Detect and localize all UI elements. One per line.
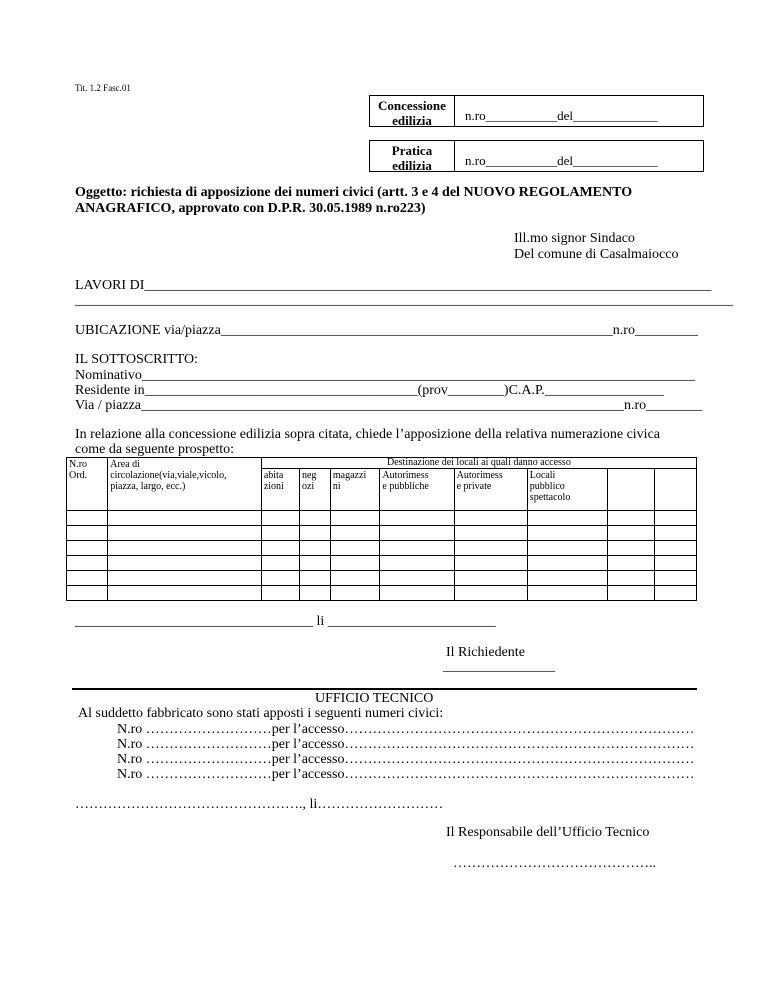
request-line1: In relazione alla concessione edilizia sopra citata, chiede l’apposizione della relativa numerazione civica bbox=[75, 427, 660, 442]
table-cell[interactable] bbox=[67, 556, 108, 571]
nominativo-field[interactable]: Nominativo_______________________________________________________________________________ bbox=[75, 368, 695, 383]
subheader-col-5 bbox=[454, 469, 527, 511]
richiedente-signature-line[interactable]: ________________ bbox=[443, 659, 555, 674]
header-area-line3: piazza, largo, ecc.) bbox=[110, 481, 186, 492]
concessione-label bbox=[370, 96, 455, 126]
subheader-col-5-line1: Autorimess bbox=[456, 470, 503, 481]
table-cell[interactable] bbox=[527, 571, 607, 586]
table-cell[interactable] bbox=[108, 526, 262, 541]
subheader-col-7 bbox=[608, 469, 654, 511]
table-cell[interactable] bbox=[654, 541, 696, 556]
table-cell[interactable] bbox=[380, 586, 454, 601]
subheader-col-4 bbox=[380, 469, 454, 511]
table-cell[interactable] bbox=[108, 556, 262, 571]
table-cell[interactable] bbox=[67, 586, 108, 601]
table-cell[interactable] bbox=[330, 541, 379, 556]
table-cell[interactable] bbox=[330, 556, 379, 571]
table-cell[interactable] bbox=[261, 541, 299, 556]
table-cell[interactable] bbox=[454, 586, 527, 601]
header-area-line2: circolazione(via,viale,vicolo, bbox=[110, 470, 227, 481]
sottoscritto-heading: IL SOTTOSCRITTO: bbox=[75, 352, 199, 367]
subheader-col-3-line2: ni bbox=[332, 481, 341, 492]
request-line2: come da seguente prospetto: bbox=[75, 442, 235, 457]
ufficio-title: UFFICIO TECNICO bbox=[315, 691, 434, 706]
table-cell[interactable] bbox=[654, 511, 696, 526]
oggetto-line2: ANAGRAFICO, approvato con D.P.R. 30.05.1989 n.ro223) bbox=[75, 201, 426, 216]
subheader-col-2 bbox=[299, 469, 330, 511]
table-cell[interactable] bbox=[380, 511, 454, 526]
table-cell[interactable] bbox=[654, 556, 696, 571]
table-body bbox=[67, 511, 697, 601]
table-cell[interactable] bbox=[299, 571, 330, 586]
table-header-row-1 bbox=[67, 458, 697, 469]
table-cell[interactable] bbox=[380, 541, 454, 556]
table-cell[interactable] bbox=[108, 541, 262, 556]
table-cell[interactable] bbox=[330, 586, 379, 601]
header-destinazione: Destinazione dei locali ai quali danno accesso bbox=[261, 458, 696, 469]
place-date-line[interactable]: __________________________________ li ________________________ bbox=[75, 614, 496, 629]
table-cell[interactable] bbox=[454, 571, 527, 586]
numbering-table bbox=[66, 457, 697, 601]
concessione-label-line2: edilizia bbox=[392, 113, 432, 128]
table-cell[interactable] bbox=[330, 511, 379, 526]
table-cell[interactable] bbox=[654, 526, 696, 541]
oggetto-line1: Oggetto: richiesta di apposizione dei numeri civici (artt. 3 e 4 del NUOVO REGOLAMENTO bbox=[75, 185, 633, 200]
subheader-col-3 bbox=[330, 469, 379, 511]
header-nro-line2: Ord. bbox=[69, 470, 88, 481]
table-cell[interactable] bbox=[454, 511, 527, 526]
table-cell[interactable] bbox=[108, 571, 262, 586]
table-cell[interactable] bbox=[108, 511, 262, 526]
subheader-col-6-line1: Locali bbox=[529, 470, 556, 481]
subheader-col-6 bbox=[527, 469, 607, 511]
table-cell[interactable] bbox=[67, 511, 108, 526]
table-cell[interactable] bbox=[67, 571, 108, 586]
ufficio-intro: Al suddetto fabbricato sono stati apposti i seguenti numeri civici: bbox=[78, 706, 444, 721]
ufficio-line-3[interactable]: N.ro ………………………per l’accesso………………………………………………………………… bbox=[117, 752, 695, 767]
table-row bbox=[67, 586, 697, 601]
subheader-col-5-line2: e private bbox=[456, 481, 492, 492]
table-cell[interactable] bbox=[654, 586, 696, 601]
ufficio-date-line[interactable]: …………………………………………., li……………………… bbox=[75, 797, 444, 812]
table-cell[interactable] bbox=[454, 541, 527, 556]
table-cell[interactable] bbox=[608, 511, 654, 526]
table-row bbox=[67, 511, 697, 526]
table-cell[interactable] bbox=[299, 556, 330, 571]
table-cell[interactable] bbox=[299, 586, 330, 601]
pratica-label-line1: Pratica bbox=[391, 143, 433, 158]
table-cell[interactable] bbox=[527, 586, 607, 601]
table-cell[interactable] bbox=[608, 571, 654, 586]
subheader-col-1-line1: abita bbox=[263, 470, 284, 481]
residente-field[interactable]: Residente in_______________________________________(prov________)C.A.P._________________ bbox=[75, 383, 664, 398]
table-cell[interactable] bbox=[299, 526, 330, 541]
table-cell[interactable] bbox=[67, 541, 108, 556]
subheader-col-2-line2: ozi bbox=[301, 481, 315, 492]
header-area bbox=[108, 458, 262, 511]
table-cell[interactable] bbox=[380, 571, 454, 586]
table-cell[interactable] bbox=[527, 526, 607, 541]
lavori-field[interactable]: LAVORI DI_________________________________________________________________________________ bbox=[75, 278, 712, 293]
header-area-line1: Area di bbox=[110, 459, 140, 470]
table-cell[interactable] bbox=[608, 586, 654, 601]
subheader-col-4-line1: Autorimess bbox=[382, 470, 429, 481]
lavori-field-continuation[interactable]: ______________________________________________________________________________________________ bbox=[75, 293, 733, 308]
table-cell[interactable] bbox=[527, 556, 607, 571]
via-field[interactable]: Via / piazza_____________________________________________________________________n.ro________ bbox=[75, 398, 703, 413]
addressee-line1: Ill.mo signor Sindaco bbox=[514, 231, 635, 246]
table-cell[interactable] bbox=[299, 511, 330, 526]
ufficio-line-1[interactable]: N.ro ………………………per l’accesso………………………………………………………………… bbox=[117, 722, 695, 737]
header-nro bbox=[67, 458, 108, 511]
concessione-label-line1: Concessione bbox=[378, 98, 446, 113]
table-cell[interactable] bbox=[454, 556, 527, 571]
responsabile-signature-line[interactable]: …………………………………….. bbox=[453, 856, 656, 871]
table-cell[interactable] bbox=[261, 526, 299, 541]
subheader-col-2-line1: neg bbox=[301, 470, 317, 481]
subheader-col-1 bbox=[261, 469, 299, 511]
table-cell[interactable] bbox=[608, 541, 654, 556]
table-cell[interactable] bbox=[454, 526, 527, 541]
header-reference: Tit. 1.2 Fasc.01 bbox=[75, 83, 131, 93]
table-cell[interactable] bbox=[261, 556, 299, 571]
table-cell[interactable] bbox=[67, 526, 108, 541]
subheader-col-4-line2: e pubbliche bbox=[382, 481, 429, 492]
header-nro-line1: N.ro bbox=[69, 459, 88, 470]
table-row bbox=[67, 526, 697, 541]
concessione-box bbox=[369, 95, 704, 127]
subheader-col-1-line2: zioni bbox=[263, 481, 284, 492]
ubicazione-field[interactable]: UBICAZIONE via/piazza________________________________________________________n.ro_________ bbox=[75, 323, 698, 338]
richiedente-label: Il Richiedente bbox=[446, 645, 525, 660]
table-cell[interactable] bbox=[527, 541, 607, 556]
table-cell[interactable] bbox=[380, 526, 454, 541]
subheader-col-6-line2: pubblico bbox=[529, 481, 565, 492]
table-row bbox=[67, 541, 697, 556]
table-cell[interactable] bbox=[261, 586, 299, 601]
table-cell[interactable] bbox=[380, 556, 454, 571]
addressee-line2: Del comune di Casalmaiocco bbox=[514, 247, 679, 262]
subheader-col-8 bbox=[654, 469, 696, 511]
responsabile-label: Il Responsabile dell’Ufficio Tecnico bbox=[446, 825, 650, 840]
table-cell[interactable] bbox=[527, 511, 607, 526]
table-cell[interactable] bbox=[299, 541, 330, 556]
ufficio-line-4[interactable]: N.ro ………………………per l’accesso………………………………………………………………… bbox=[117, 767, 695, 782]
subheader-col-6-line3: spettacolo bbox=[529, 492, 571, 503]
table-cell[interactable] bbox=[608, 556, 654, 571]
table-cell[interactable] bbox=[261, 511, 299, 526]
table-cell[interactable] bbox=[608, 526, 654, 541]
section-divider bbox=[72, 688, 697, 690]
subheader-col-3-line1: magazzi bbox=[332, 470, 367, 481]
pratica-value[interactable]: n.ro___________del_____________ bbox=[465, 153, 658, 168]
table-row bbox=[67, 571, 697, 586]
table-cell[interactable] bbox=[654, 571, 696, 586]
pratica-box bbox=[369, 140, 704, 172]
pratica-label-line2: edilizia bbox=[392, 158, 432, 173]
table-cell[interactable] bbox=[330, 526, 379, 541]
table-cell[interactable] bbox=[330, 571, 379, 586]
table-cell[interactable] bbox=[261, 571, 299, 586]
ufficio-line-2[interactable]: N.ro ………………………per l’accesso………………………………………………………………… bbox=[117, 737, 695, 752]
pratica-label bbox=[370, 141, 455, 171]
concessione-value[interactable]: n.ro___________del_____________ bbox=[465, 108, 658, 123]
table-cell[interactable] bbox=[108, 586, 262, 601]
table-row bbox=[67, 556, 697, 571]
